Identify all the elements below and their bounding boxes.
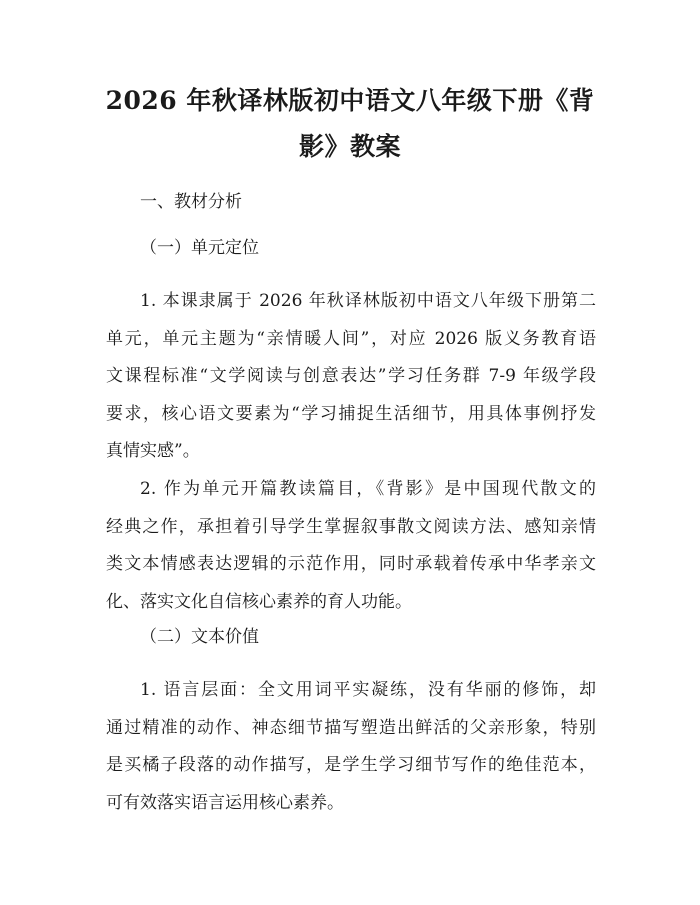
document-title-line-1: 2026 年秋译林版初中语文八年级下册《背 [105, 86, 595, 115]
document-title-line-2: 影》教案 [298, 132, 401, 161]
paragraph-unit-position-2 [106, 471, 596, 621]
paragraph-line: 化、落实文化自信核心素养的育人功能。 [106, 591, 412, 612]
paragraph-line: 要求，核心语文要素为“学习捕捉生活细节，用具体事例抒发 [106, 403, 596, 424]
paragraph-line: 可有效落实语言运用核心素养。 [106, 792, 344, 813]
paragraph-line: 通过精准的动作、神态细节描写塑造出鲜活的父亲形象，特别 [106, 717, 596, 738]
paragraph-line: 文课程标准“文学阅读与创意表达”学习任务群 7-9 年级学段 [106, 366, 596, 386]
subsection-heading-unit-position: （一）单元定位 [140, 238, 259, 258]
paragraph-line: 单元，单元主题为“亲情暖人间”，对应 2026 版义务教育语 [106, 328, 596, 349]
paragraph-line: 类文本情感表达逻辑的示范作用，同时承载着传承中华孝亲文 [106, 554, 596, 574]
section-heading-textbook-analysis: 一、教材分析 [140, 192, 242, 212]
paragraph-line: 是买橘子段落的动作描写，是学生学习细节写作的绝佳范本， [106, 755, 596, 775]
paragraph-line: 2. 作为单元开篇教读篇目，《背影》是中国现代散文的 [140, 479, 596, 499]
paragraph-text-value-1 [106, 672, 596, 822]
paragraph-unit-position-1 [106, 283, 596, 471]
paragraph-line: 经典之作，承担着引导学生掌握叙事散文阅读方法、感知亲情 [106, 516, 596, 537]
paragraph-line: 真情实感”。 [106, 441, 200, 461]
subsection-heading-text-value: （二）文本价值 [140, 627, 259, 647]
paragraph-line: 1. 语言层面：全文用词平实凝练，没有华丽的修饰，却 [140, 680, 596, 700]
paragraph-line: 1. 本课隶属于 2026 年秋译林版初中语文八年级下册第二 [140, 291, 596, 311]
